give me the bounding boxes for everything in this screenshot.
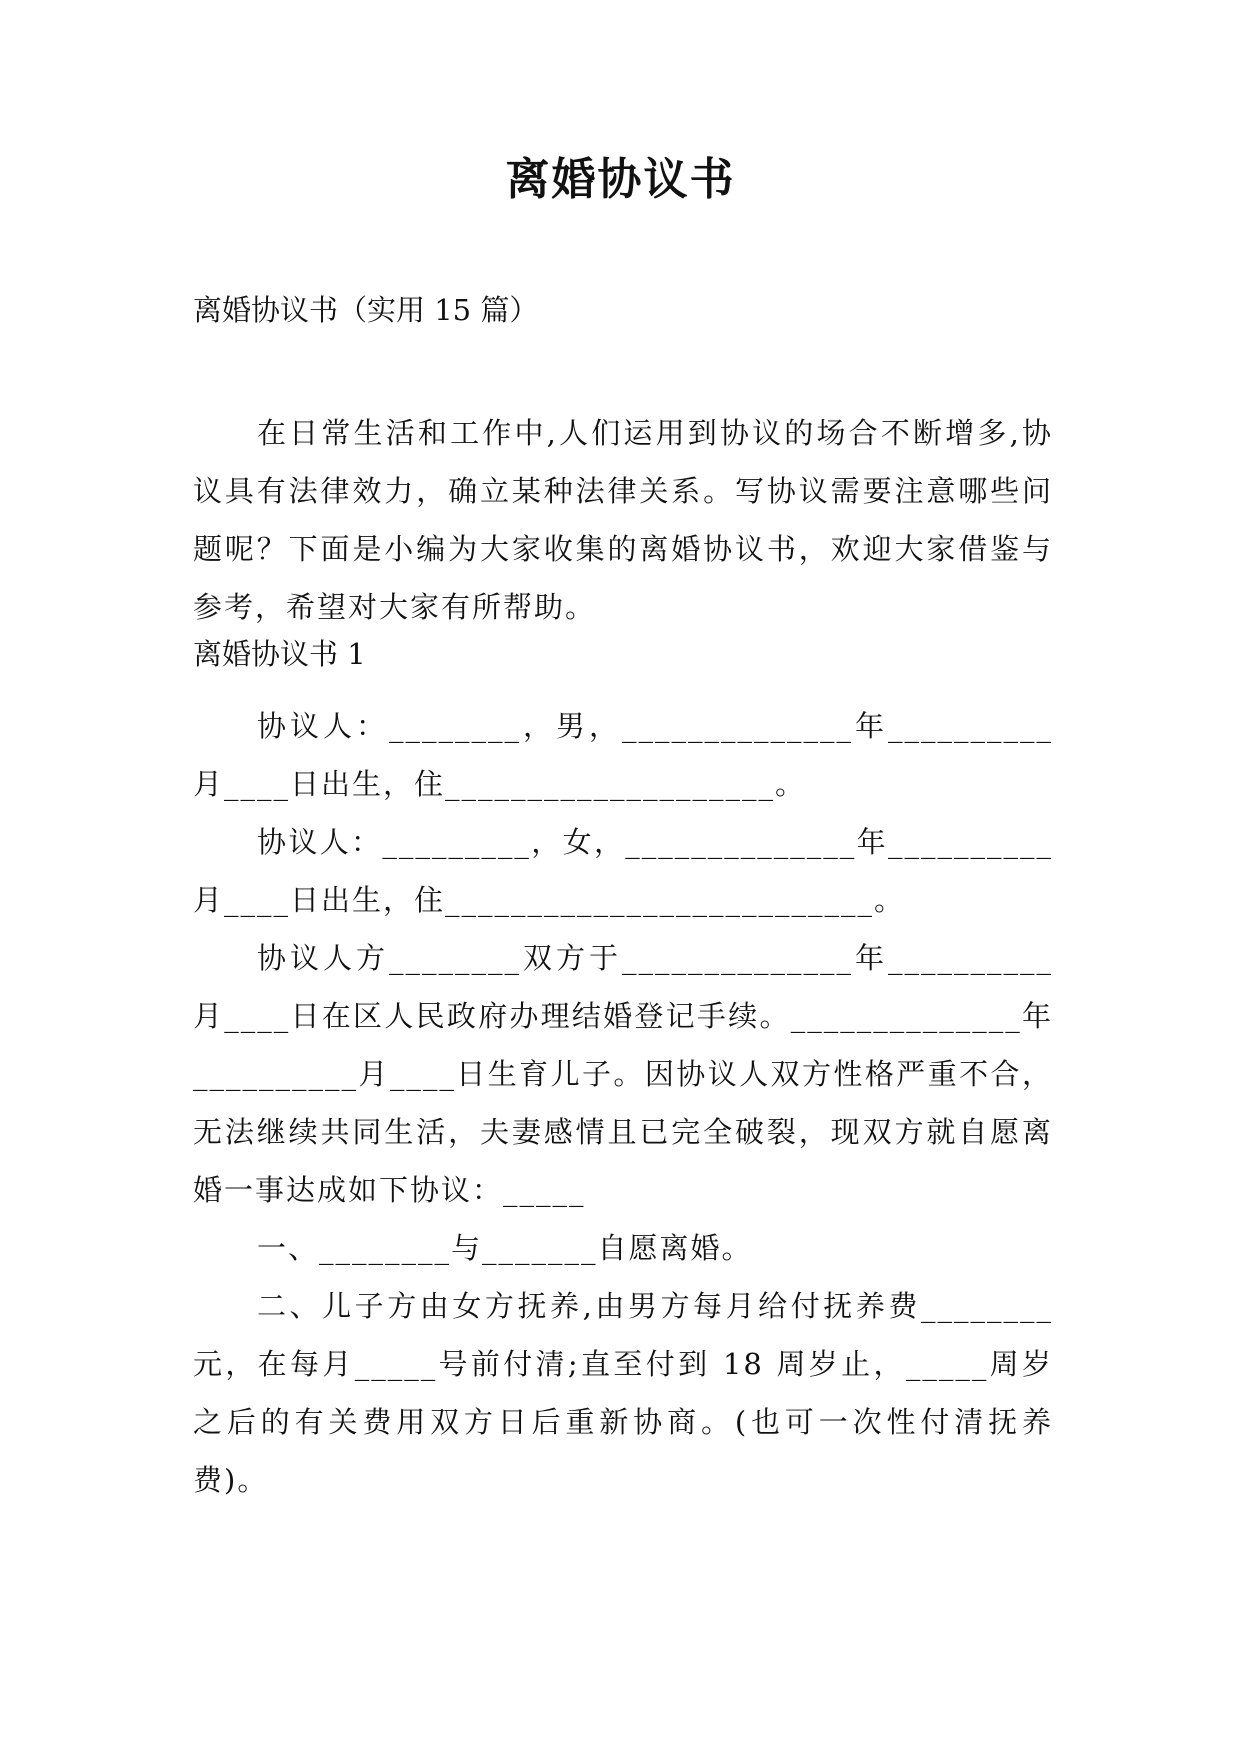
party-female-paragraph: 协议人：_________，女，______________年__________月____日出生，住__________________________。 [193,825,1053,917]
section-heading: 离婚协议书 1 [193,637,366,671]
clause-2-paragraph: 二、儿子方由女方抚养,由男方每月给付抚养费________元，在每月_____号前付清;直至付到 18 周岁止，_____周岁之后的有关费用双方日后重新协商。(也可一次性付清抚养费)。 [193,1289,1053,1497]
document-subtitle: 离婚协议书（实用 15 篇） [193,293,539,327]
marriage-registration-paragraph: 协议人方________双方于______________年__________月____日在区人民政府办理结婚登记手续。______________年__________月____日生育儿子。因协议人双方性格严重不合，无法继续共同生活，夫妻感情且已完全破裂，现双方就自愿离婚一事达成如下协议：_____ [193,941,1053,1207]
intro-paragraph: 在日常生活和工作中,人们运用到协议的场合不断增多,协议具有法律效力，确立某种法律关系。写协议需要注意哪些问题呢？下面是小编为大家收集的离婚协议书，欢迎大家借鉴与参考，希望对大家有所帮助。 [193,416,1053,624]
intro-block [193,404,1053,636]
section-body [193,697,1053,1509]
party-male-paragraph: 协议人：________，男，______________年__________月____日出生，住____________________。 [193,709,1053,801]
clause-1-paragraph: 一、________与_______自愿离婚。 [257,1231,753,1265]
document-title: 离婚协议书 [505,154,736,205]
